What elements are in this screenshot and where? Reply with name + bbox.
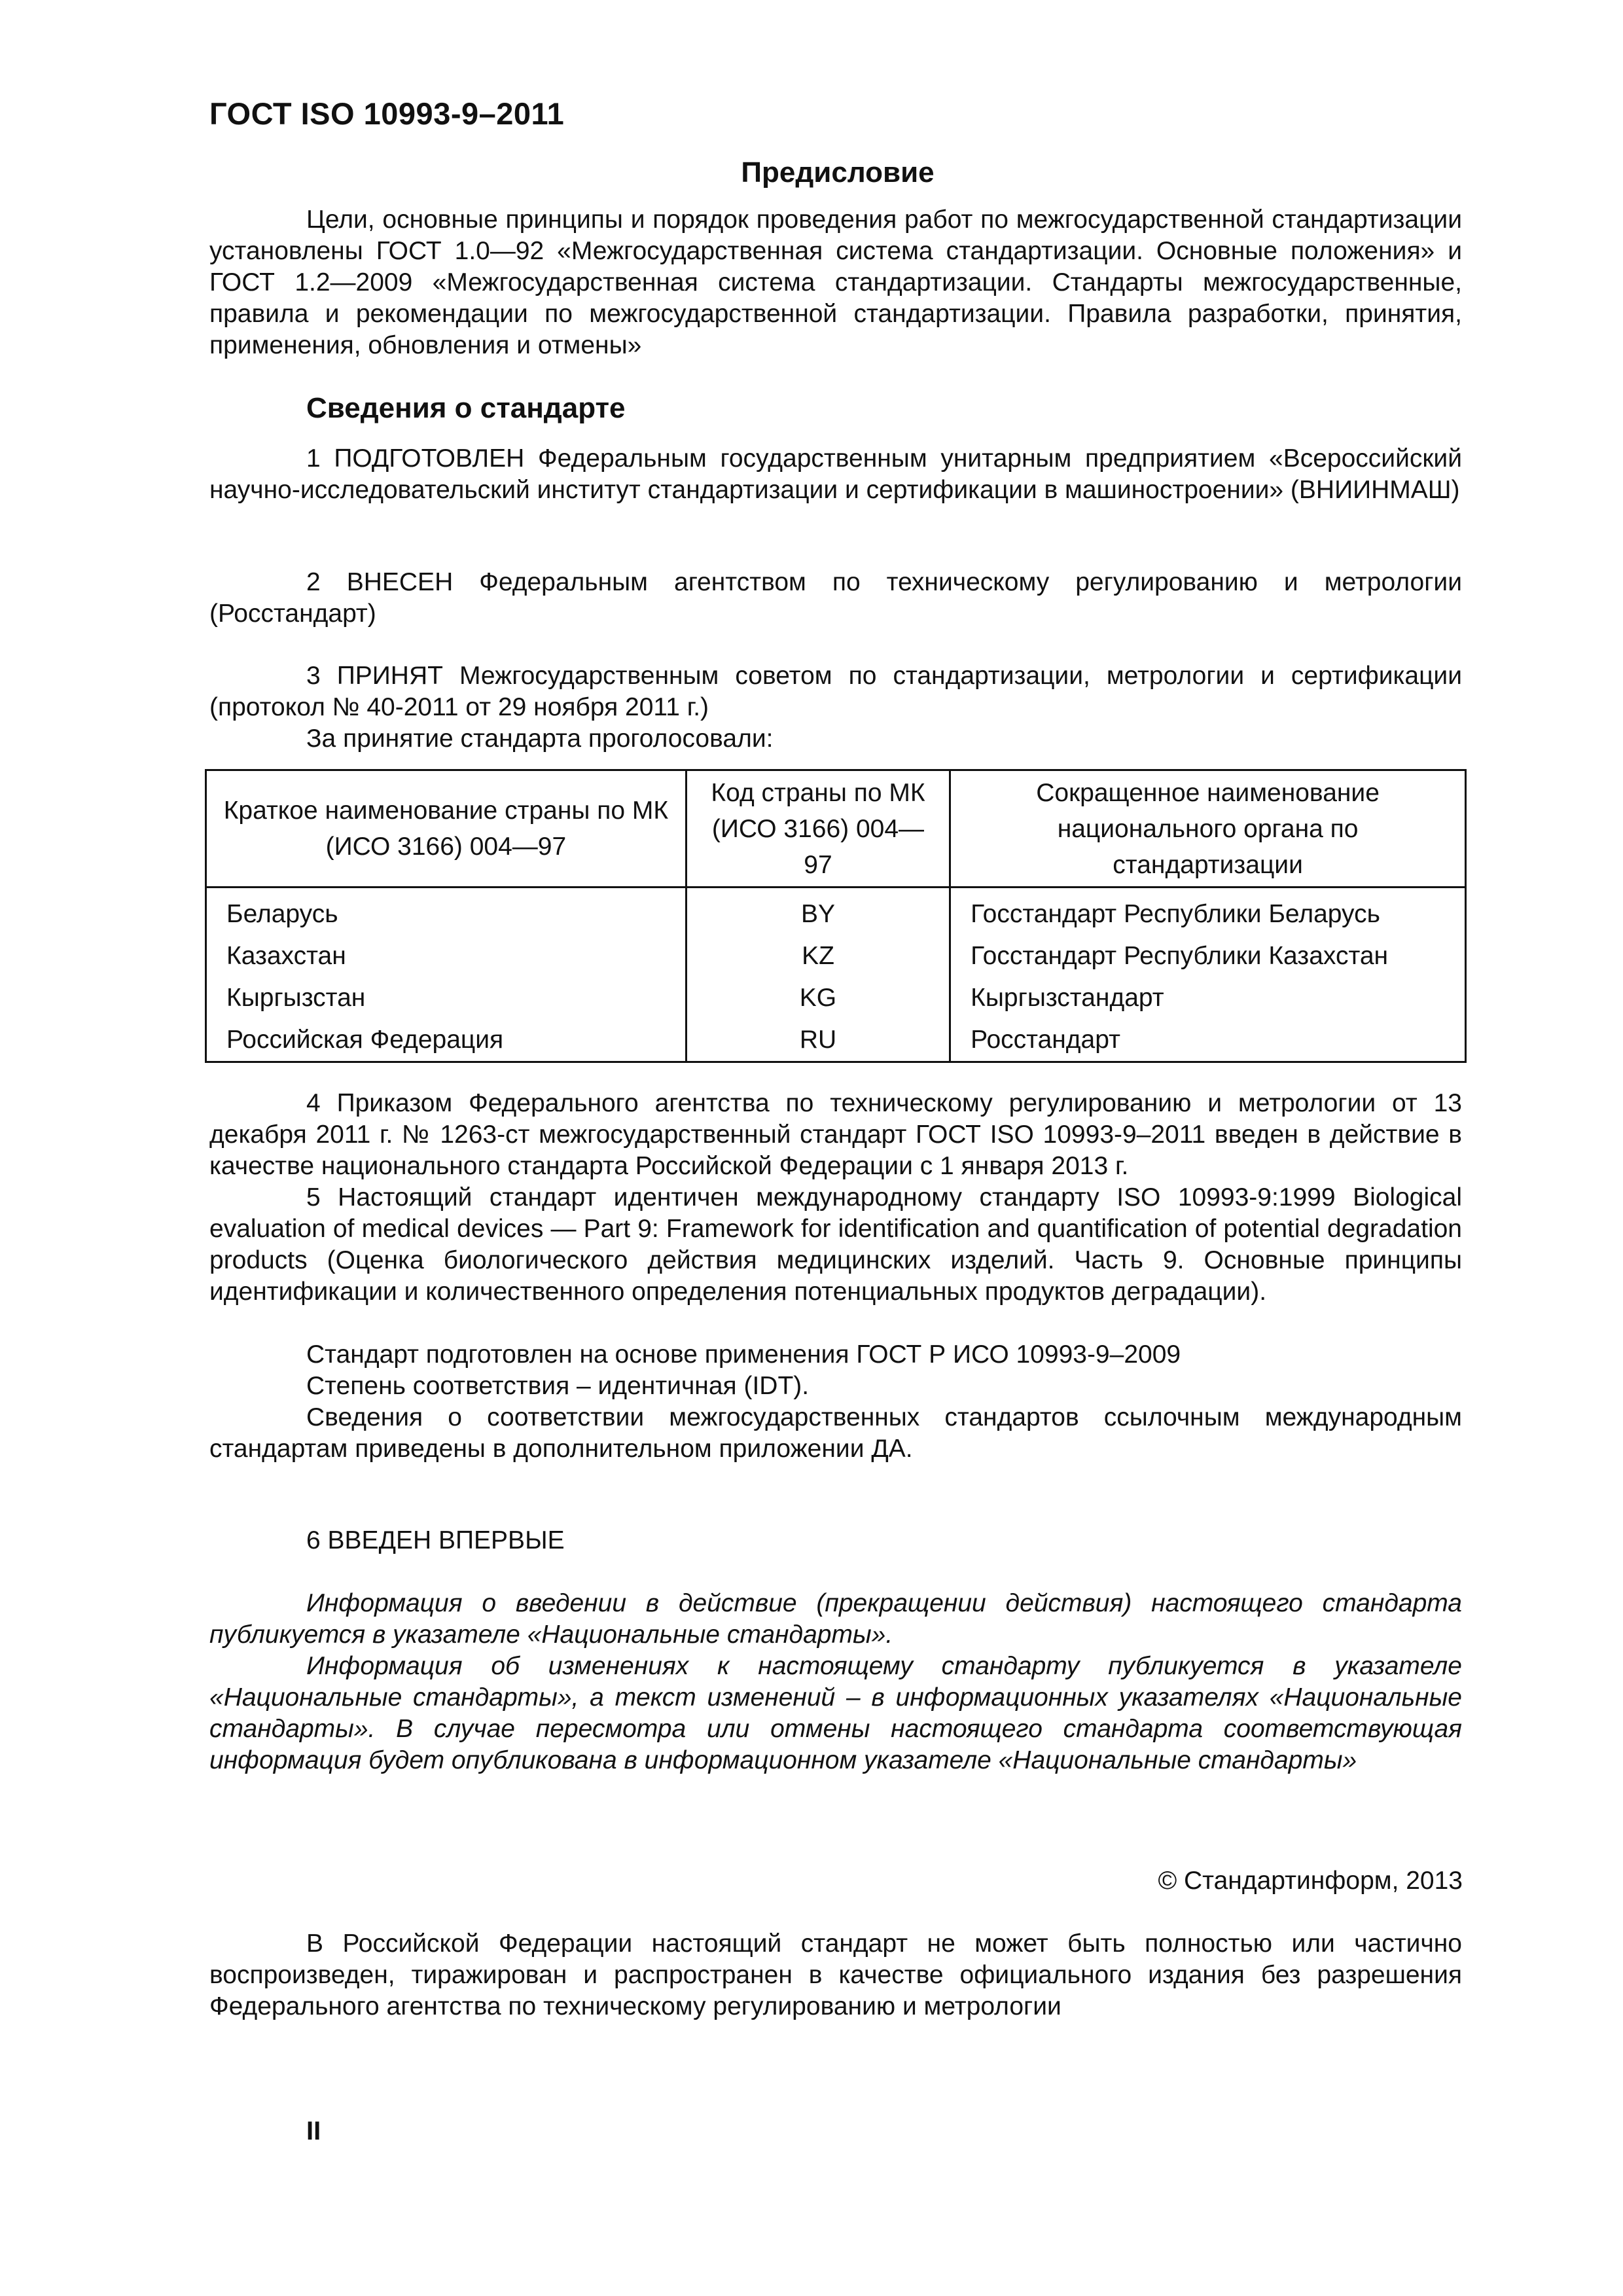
item-6: 6 ВВЕДЕН ВПЕРВЫЕ (306, 1526, 565, 1554)
standard-info-item-3: 3 ПРИНЯТ Межгосударственным советом по стандартизации, метрологии и сертификации (протокол № 40-2011 от 29 ноября 2011 г.) (209, 662, 1462, 721)
standard-info-item-1: 1 ПОДГОТОВЛЕН Федеральным государственным унитарным предприятием «Всероссийский научно-исследовательский институт стандартизации и сертификации в машиностроении» (ВНИИНМАШ) (209, 444, 1462, 504)
header-national-body: Сокращенное наименование национального органа по стандартизации (950, 770, 1466, 888)
voting-table (205, 769, 1467, 1063)
cell-country: Российская Федерация (206, 1019, 687, 1062)
item-4: 4 Приказом Федерального агентства по техническому регулированию и метрологии от 13 декабря 2011 г. № 1263-ст межгосударственный стандарт ГОСТ ISO 10993-9–2011 введен в действие в качестве национального стандарта Российской Федерации с 1 января 2013 г. (209, 1089, 1462, 1180)
cell-body: Кыргызстандарт (950, 977, 1466, 1019)
cell-country: Казахстан (206, 935, 687, 977)
header-country-code: Код страны по МК (ИСО 3166) 004—97 (686, 770, 950, 888)
standard-info-title: Сведения о стандарте (306, 392, 626, 424)
basis-line: Стандарт подготовлен на основе применения ГОСТ Р ИСО 10993-9–2009 (306, 1340, 1181, 1369)
foreword-text: Цели, основные принципы и порядок проведения работ по межгосударственной стандартизации установлены ГОСТ 1.0—92 «Межгосударственная система стандартизации. Основные положения» и ГОСТ 1.2—2009 «Межгосударственная система стандартизации. Стандарты межгосударственные, правила и рекомендации по межгосударственной стандартизации. Правила разработки, принятия, применения, обновления и отмены» (209, 206, 1462, 359)
references-line: Сведения о соответствии межгосударственных стандартов ссылочным международным стандартам приведены в дополнительном приложении ДА. (209, 1403, 1462, 1463)
foreword-title: Предисловие (741, 156, 935, 188)
cell-code: BY (686, 888, 950, 936)
table-row (206, 1019, 1466, 1062)
cell-body: Росстандарт (950, 1019, 1466, 1062)
page-number: II (306, 2117, 321, 2145)
cell-code: KZ (686, 935, 950, 977)
header-country-name: Краткое наименование страны по МК (ИСО 3166) 004—97 (206, 770, 687, 888)
table-row (206, 935, 1466, 977)
cell-country: Кыргызстан (206, 977, 687, 1019)
cell-body: Госстандарт Республики Казахстан (950, 935, 1466, 977)
item-5: 5 Настоящий стандарт идентичен международному стандарту ISO 10993-9:1999 Biological evaluation of medical devices — Part 9: Framework for identification and quantification of potential degradation products (Оценка биологического действия медицинских изделий. Часть 9. Основные принципы идентификации и количественного определения потенциальных продуктов деградации). (209, 1183, 1462, 1306)
notice-paragraph-2: Информация об изменениях к настоящему стандарту публикуется в указателе «Национальные стандарты», а текст изменений – в информационных указателях «Национальные стандарты». В случае пересмотра или отмены настоящего стандарта соответствующая информация будет опубликована в информационном указателе «Национальные стандарты» (209, 1652, 1462, 1774)
notice-paragraph-1: Информация о введении в действие (прекращении действия) настоящего стандарта публикуется в указателе «Национальные стандарты». (209, 1589, 1462, 1649)
conformity-line: Степень соответствия – идентичная (IDT). (306, 1372, 810, 1400)
cell-body: Госстандарт Республики Беларусь (950, 888, 1466, 936)
rights-notice: В Российской Федерации настоящий стандарт не может быть полностью или частично воспроизведен, тиражирован и распространен в качестве официального издания без разрешения Федерального агентства по техническому регулированию и метрологии (209, 1929, 1462, 2020)
copyright: © Стандартинформ, 2013 (1158, 1867, 1463, 1895)
table-header-row (206, 770, 1466, 888)
cell-country: Беларусь (206, 888, 687, 936)
standard-info-item-2: 2 ВНЕСЕН Федеральным агентством по техническому регулированию и метрологии (Росстандарт) (209, 568, 1462, 628)
cell-code: RU (686, 1019, 950, 1062)
document-code: ГОСТ ISO 10993-9–2011 (209, 96, 565, 131)
voted-line: За принятие стандарта проголосовали: (306, 725, 774, 753)
table-row (206, 888, 1466, 936)
table-row (206, 977, 1466, 1019)
cell-code: KG (686, 977, 950, 1019)
